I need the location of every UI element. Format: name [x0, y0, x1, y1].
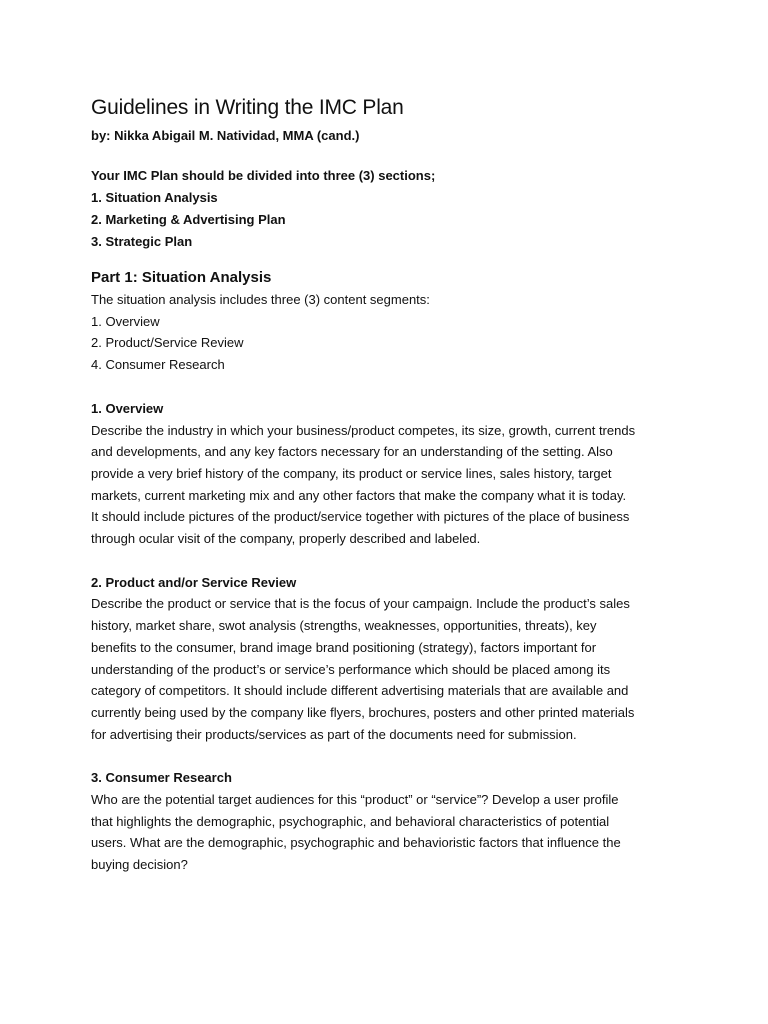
consumer-research-heading: 3. Consumer Research [91, 770, 232, 786]
paragraph-line: markets, current marketing mix and any other factors that make the company what it is today. [91, 487, 627, 503]
product-review-paragraph [91, 593, 691, 745]
section-list-item: 1. Situation Analysis [91, 190, 218, 205]
paragraph-line: buying decision? [91, 857, 188, 873]
part1-list-item: 2. Product/Service Review [91, 335, 244, 351]
paragraph-line: currently being used by the company like flyers, brochures, posters and other printed materials [91, 704, 635, 720]
product-review-heading: 2. Product and/or Service Review [91, 574, 297, 590]
part1-list-item: 4. Consumer Research [91, 357, 225, 373]
paragraph-line: Describe the industry in which your business/product competes, its size, growth, current trends [91, 422, 636, 438]
paragraph-line: that highlights the demographic, psychographic, and behavioral characteristics of potential [91, 813, 610, 829]
paragraph-line: users. What are the demographic, psychographic and behavioristic factors that influence the [91, 835, 621, 851]
paragraph-line: Describe the product or service that is the focus of your campaign. Include the product’s sales [91, 596, 630, 612]
document-page [91, 94, 691, 876]
paragraph-line: provide a very brief history of the company, its product or service lines, sales history, target [91, 465, 612, 481]
paragraph-line: category of competitors. It should include different advertising materials that are available and [91, 683, 629, 699]
paragraph-line: for advertising their products/services as part of the documents need for submission. [91, 726, 577, 742]
author-byline: by: Nikka Abigail M. Natividad, MMA (cand.) [91, 128, 360, 143]
part1-list-item: 1. Overview [91, 313, 160, 329]
paragraph-line: understanding of the product’s or service’s performance which should be placed among its [91, 661, 611, 677]
consumer-research-paragraph [91, 789, 691, 876]
overview-heading: 1. Overview [91, 400, 164, 416]
part1-intro: The situation analysis includes three (3) content segments: [91, 292, 430, 307]
part1-heading: Part 1: Situation Analysis [91, 269, 272, 286]
section-list-item: 2. Marketing & Advertising Plan [91, 212, 286, 227]
paragraph-line: history, market share, swot analysis (strengths, weaknesses, opportunities, threats), key [91, 618, 597, 634]
intro-text: Your IMC Plan should be divided into three (3) sections; [91, 168, 436, 183]
paragraph-line: Who are the potential target audiences for this “product” or “service”? Develop a user profile [91, 792, 619, 808]
paragraph-line: and developments, and any key factors necessary for an understanding of the setting. Also [91, 444, 613, 460]
paragraph-line: benefits to the consumer, brand image brand positioning (strategy), factors important for [91, 639, 597, 655]
section-list-item: 3. Strategic Plan [91, 234, 193, 249]
overview-paragraph [91, 420, 691, 550]
paragraph-line: It should include pictures of the product/service together with pictures of the place of business [91, 509, 630, 525]
document-title: Guidelines in Writing the IMC Plan [91, 96, 404, 119]
paragraph-line: through ocular visit of the company, properly described and labeled. [91, 531, 481, 547]
